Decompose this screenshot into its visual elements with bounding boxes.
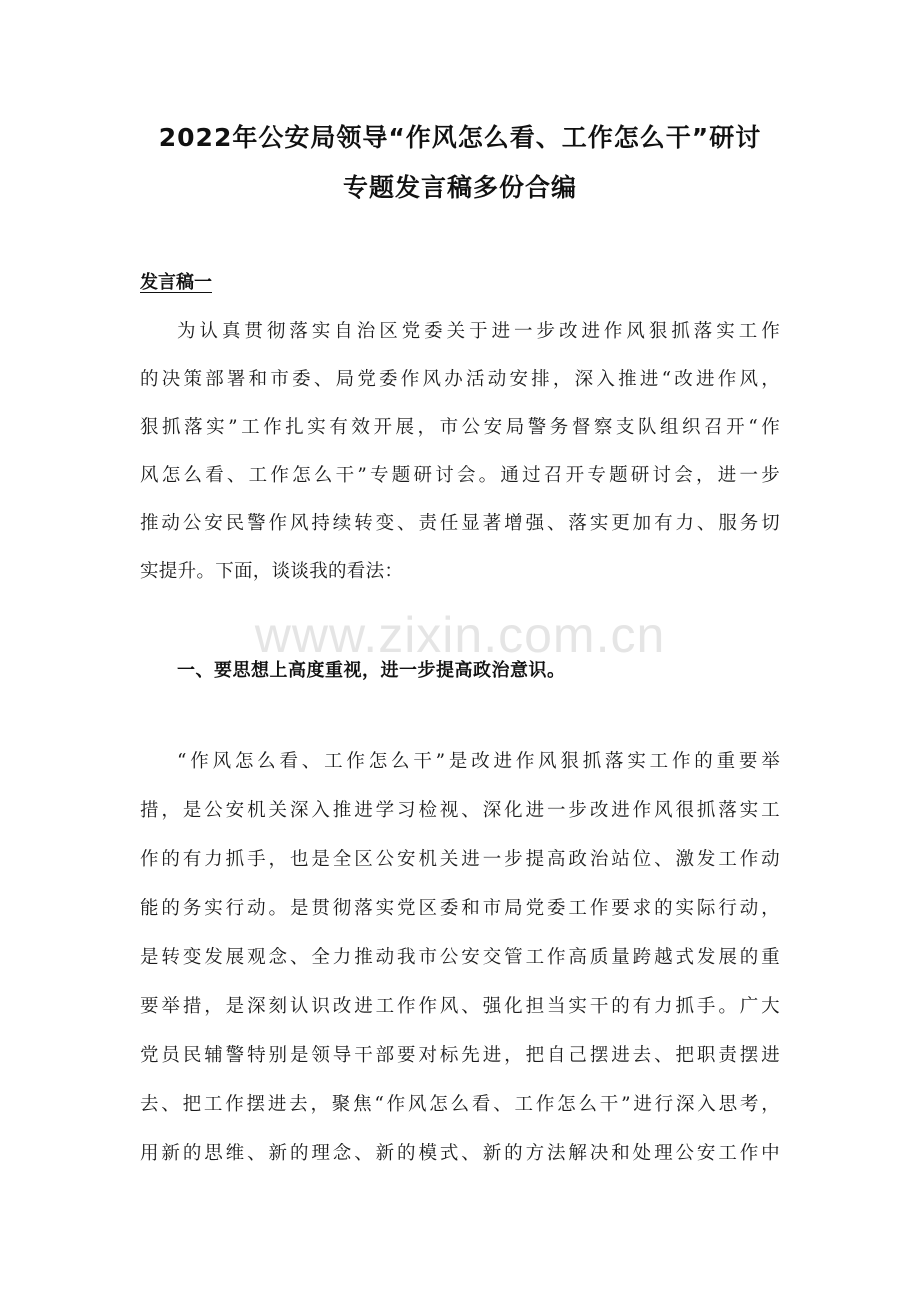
paragraph-1-line: 风怎么看、工作怎么干”专题研讨会。通过召开专题研讨会，进一步: [140, 465, 780, 486]
paragraph-2-line: 是转变发展观念、全力推动我市公安交管工作高质量跨越式发展的重: [140, 947, 780, 968]
paragraph-2-line: “作风怎么看、工作怎么干”是改进作风狠抓落实工作的重要举: [177, 751, 780, 772]
subheading-1: 一、要思想上高度重视，进一步提高政治意识。: [177, 660, 566, 681]
paragraph-2-line: 用新的思维、新的理念、新的模式、新的方法解决和处理公安工作中: [140, 1143, 780, 1164]
document-title-line-2: 专题发言稿多份合编: [342, 173, 577, 202]
paragraph-1-line: 实提升。下面，谈谈我的看法：: [140, 561, 404, 582]
paragraph-1-line: 的决策部署和市委、局党委作风办活动安排，深入推进“改进作风，: [140, 369, 780, 390]
paragraph-2-line: 能的务实行动。是贯彻落实党区委和市局党委工作要求的实际行动，: [140, 898, 780, 919]
document-title-line-1: 2022年公安局领导“作风怎么看、工作怎么干”研讨: [158, 123, 762, 152]
watermark: www.zixin.com.cn: [254, 607, 666, 663]
paragraph-2-line: 作的有力抓手，也是全区公安机关进一步提高政治站位、激发工作动: [140, 849, 780, 870]
paragraph-1-line: 狠抓落实”工作扎实有效开展，市公安局警务督察支队组织召开“作: [140, 417, 780, 438]
paragraph-2-line: 去、把工作摆进去，聚焦“作风怎么看、工作怎么干”进行深入思考，: [140, 1094, 780, 1115]
paragraph-2-line: 党员民辅警特别是领导干部要对标先进，把自己摆进去、把职责摆进: [140, 1045, 780, 1066]
paragraph-2-line: 要举措，是深刻认识改进工作作风、强化担当实干的有力抓手。广大: [140, 996, 780, 1017]
paragraph-2-line: 措，是公安机关深入推进学习检视、深化进一步改进作风很抓落实工: [140, 800, 780, 821]
paragraph-1-line: 为认真贯彻落实自治区党委关于进一步改进作风狠抓落实工作: [177, 321, 780, 342]
section-heading: 发言稿一: [140, 272, 212, 293]
paragraph-1-line: 推动公安民警作风持续转变、责任显著增强、落实更加有力、服务切: [140, 513, 780, 534]
